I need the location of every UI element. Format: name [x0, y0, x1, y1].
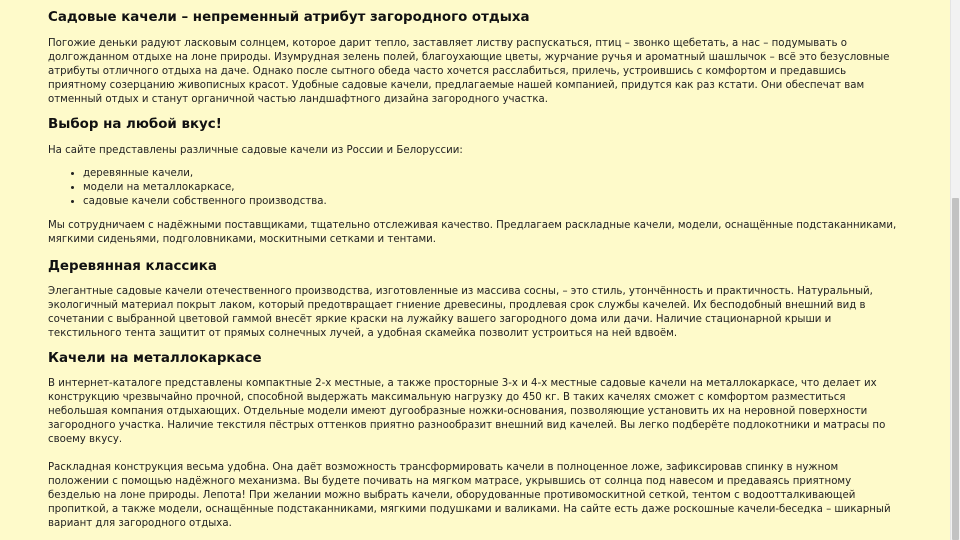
intro-paragraph: Погожие деньки радуют ласковым солнцем, которое дарит тепло, заставляет листву распускаться, птиц – звонко щебетать, а нас – подумывать о долгожданном отдыхе на лоне природы. Изумрудная зелень полей, благоухающие цветы, журчание ручья и ароматный шашлычок – всё это безусловные атрибуты отличного отдыха на даче. Однако после сытного обеда часто хочется расслабиться, прилечь, устроившись с комфортом и предавшись приятному созерцанию живописных красот. Удобные садовые качели, предлагаемые нашей компанией, придутся как раз кстати. Они обеспечат вам отменный отдых и станут органичной частью ландшафтного дизайна загородного участка.: [48, 38, 890, 105]
section-wooden-text: Элегантные садовые качели отечественного производства, изготовленные из массива сосны, – это стиль, утончённость и практичность. Натуральный, экологичный материал покрыт лаком, который предотвращает гниение древесины, продлевая срок службы качелей. Их бесподобный внешний вид в сочетании с выбранной цветовой гаммой внесёт яркие краски на лужайку вашего загородного дома или дачи. Наличие стационарной крыши и текстильного тента защитит от прямых солнечных лучей, а удобная скамейка позволит устроиться на ней вдвоём.: [48, 286, 873, 339]
list-item: • садовые качели собственного производства.: [83, 195, 327, 209]
list-item: • модели на металлокаркасе,: [83, 181, 327, 195]
section-heading-choice: Выбор на любой вкус!: [48, 117, 222, 132]
section-heading-metal: Качели на металлокаркасе: [48, 351, 262, 366]
section-metal-text-1: В интернет-каталоге представлены компактные 2-х местные, а также просторные 3-х и 4-х местные садовые качели на металлокаркасе, что делает их конструкцию чрезвычайно прочной, способной выдержать максимальную нагрузку до 450 кг. В таких качелях сможет с комфортом разместиться небольшая компания отдыхающих. Отдельные модели имеют дугообразные ножки-основания, позволяющие установить их на неровной поверхности загородного участка. Наличие текстиля пёстрых оттенков приятно разнообразит внешний вид качелей. Вы легко подберёте подлокотники и матрасы по своему вкусу.: [48, 378, 886, 445]
article-title: Садовые качели – непременный атрибут загородного отдыха: [48, 10, 530, 25]
product-type-list: [48, 167, 327, 209]
section-metal-text-2: Раскладная конструкция весьма удобна. Она даёт возможность трансформировать качели в полноценное ложе, зафиксировав спинку в нужном положении с помощью надёжного механизма. Вы будете почивать на мягком матрасе, укрывшись от солнца под навесом и предаваясь приятному безделью на лоне природы. Лепота! При желании можно выбрать качели, оборудованные противомоскитной сеткой, тентом с водоотталкивающей пропиткой, а также модели, оснащённые подстаканниками, мягкими подушками и валиками. На сайте есть даже роскошные качели-беседка – шикарный вариант для загородного отдыха.: [48, 462, 891, 529]
section-choice-lead: На сайте представлены различные садовые качели из России и Белоруссии:: [48, 145, 463, 156]
section-heading-wooden: Деревянная классика: [48, 259, 217, 274]
vertical-scrollbar[interactable]: [950, 0, 960, 540]
list-item: • деревянные качели,: [83, 167, 327, 181]
scrollbar-thumb[interactable]: [952, 198, 959, 540]
section-choice-after: Мы сотрудничаем с надёжными поставщиками, тщательно отслеживая качество. Предлагаем раскладные качели, модели, оснащённые подстаканниками, мягкими сиденьями, подголовниками, москитными сетками и тентами.: [48, 220, 897, 245]
